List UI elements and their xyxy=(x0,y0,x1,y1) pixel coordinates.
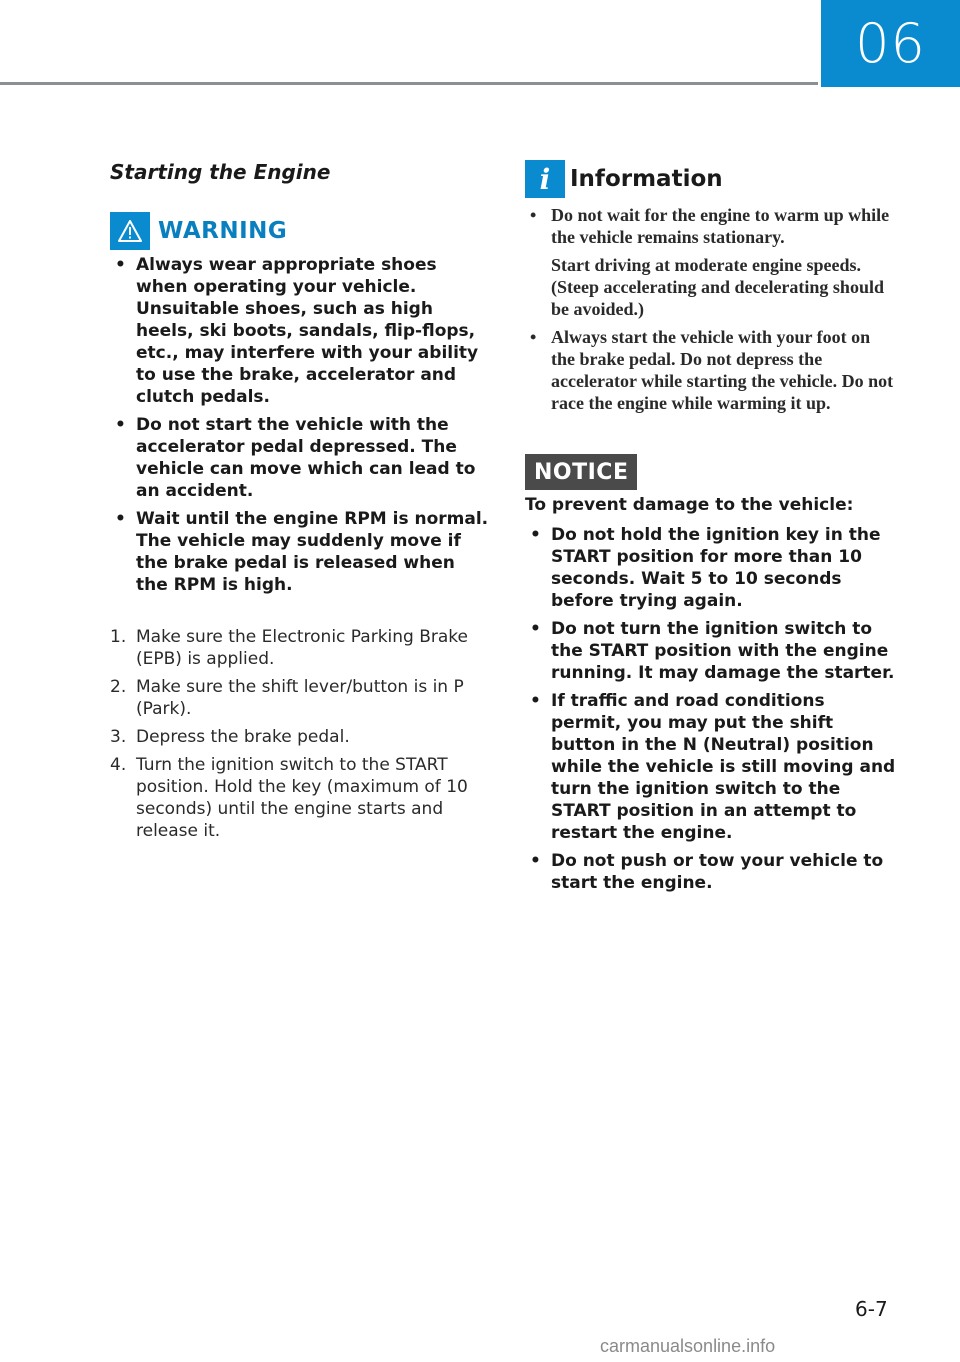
notice-item: • Do not hold the ignition key in the START position for more than 10 seconds. Wait 5 to 10 seconds before trying again. xyxy=(525,524,900,612)
section-title: Starting the Engine xyxy=(110,160,331,184)
step-text: Make sure the Electronic Parking Brake (EPB) is applied. xyxy=(136,627,468,669)
notice-list xyxy=(525,524,900,900)
step-item xyxy=(110,626,490,670)
watermark: carmanualsonline.info xyxy=(600,1336,776,1356)
notice-item: • Do not push or tow your vehicle to start the engine. xyxy=(525,850,900,894)
notice-item: • Do not turn the ignition switch to the START position with the engine running. It may damage the starter. xyxy=(525,618,900,684)
warning-item: • Wait until the engine RPM is normal. The vehicle may suddenly move if the brake pedal is released when the RPM is high. xyxy=(110,508,490,596)
step-number: 2. xyxy=(110,677,127,697)
chapter-tab: 06 xyxy=(821,0,960,87)
warning-header xyxy=(110,212,287,250)
information-text: Do not wait for the engine to warm up while the vehicle remains stationary. xyxy=(551,205,890,247)
information-list xyxy=(525,204,897,420)
information-title: Information xyxy=(570,166,723,192)
warning-item: • Always wear appropriate shoes when operating your vehicle. Unsuitable shoes, such as high heels, ski boots, sandals, flip-flops, etc., may interfere with your ability to use the brake, accelerator and clutch pedals. xyxy=(110,254,490,408)
step-item xyxy=(110,754,490,842)
step-item xyxy=(110,676,490,720)
step-text: Depress the brake pedal. xyxy=(136,727,350,747)
step-number: 3. xyxy=(110,727,127,747)
page-number: 6-7 xyxy=(855,1297,888,1321)
warning-list xyxy=(110,254,490,602)
information-item: • Always start the vehicle with your foot on the brake pedal. Do not depress the accelerator while starting the vehicle. Do not race the engine while warming it up. xyxy=(525,326,897,414)
steps-list xyxy=(110,626,490,848)
step-text: Turn the ignition switch to the START position. Hold the key (maximum of 10 seconds) until the engine starts and release it. xyxy=(136,755,468,841)
step-text: Make sure the shift lever/button is in P (Park). xyxy=(136,677,464,719)
step-number: 4. xyxy=(110,755,127,775)
notice-item: • If traffic and road conditions permit, you may put the shift button in the N (Neutral) position while the vehicle is still moving and turn the ignition switch to the START position in an attempt to restart the engine. xyxy=(525,690,900,844)
notice-intro: To prevent damage to the vehicle: xyxy=(525,495,854,515)
notice-badge: NOTICE xyxy=(525,454,637,490)
header-rule xyxy=(0,82,818,85)
warning-item: • Do not start the vehicle with the accelerator pedal depressed. The vehicle can move which can lead to an accident. xyxy=(110,414,490,502)
info-icon: i xyxy=(525,160,565,198)
information-note: Start driving at moderate engine speeds. (Steep accelerating and decelerating should be avoided.) xyxy=(551,255,884,319)
step-item xyxy=(110,726,490,748)
information-header xyxy=(525,160,723,198)
warning-title: WARNING xyxy=(158,218,288,244)
step-number: 1. xyxy=(110,627,127,647)
warning-icon xyxy=(110,212,150,250)
information-item xyxy=(525,204,897,320)
